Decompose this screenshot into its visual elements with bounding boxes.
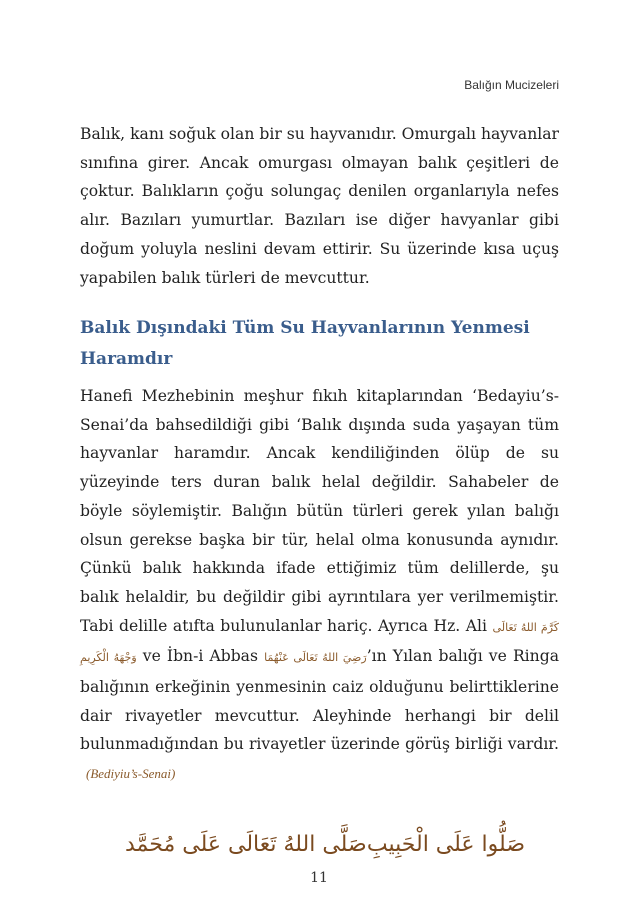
section-paragraph	[80, 382, 559, 789]
intro-paragraph: Balık, kanı soğuk olan bir su hayvanıdır. Omurgalı hayvanlar sınıfına girer. Ancak omurgası olmayan balık çeşitleri de çoktur. Balıkların çoğu solungaç denilen organlarıyla nefes alır. Bazıları yumurtlar. Bazıları ise diğer havyanlar gibi doğum yoluyla neslini devam ettirir. Su üzerinde kısa uçuş yapabilen balık türleri de mevcuttur.	[80, 125, 559, 287]
section-text-part2: ve İbn-i Abbas	[142, 647, 258, 666]
salawat-right: صَلُّوا عَلَى الْحَبِيبِ	[366, 832, 525, 857]
arabic-honorific-abbas: رَضِيَ اللهُ تَعَالَى عَنْهُمَا	[264, 651, 367, 665]
section-text-part1: Hanefi Mezhebinin meşhur fıkıh kitaplarından ‘Bedayiu’s-Senai’da bahsedildiği gibi ‘Balık dışında suda yaşayan tüm hayvanlar haramdır. Ancak kendiliğinden ölüp de su yüzeyinde ters duran balık helal değildir. Sahabeler de böyle söylemiştir. Balığın bütün türleri gerek yılan balığı olsun gerekse başka bir tür, helal olma konusunda aynıdır. Çünkü balık hakkında ifade ettiğimiz tüm delillerde, şu balık helaldir, bu değildir gibi ayrıntılara yer verilmemiştir. Tabi delille atıfta bulunulanlar hariç. Ayrıca Hz. Ali	[80, 387, 559, 635]
salawat-footer	[125, 832, 525, 857]
section-text-part3: ’ın Yılan balığı ve Ringa balığının erkeğinin yenmesinin caiz olduğunu belirttiklerine dair rivayetler mevcuttur. Aleyhinde herhangi bir delil bulunmadığından bu rivayetler üzerinde görüş birliği vardır.	[80, 647, 559, 754]
source-citation: (Bediyiu’s-Senai)	[86, 766, 176, 782]
section-heading: Balık Dışındaki Tüm Su Hayvanlarının Yenmesi Haramdır	[80, 318, 530, 369]
running-header: Balığın Mucizeleri	[464, 78, 559, 92]
page-number: 11	[310, 870, 328, 886]
arabic-honorific-ali: كَرَّمَ اللهُ تَعَالَى وَجْهَهُ الْكَرِيمِ	[80, 620, 559, 665]
salawat-left: صَلَّى اللهُ تَعَالَى عَلَى مُحَمَّد	[125, 832, 367, 857]
